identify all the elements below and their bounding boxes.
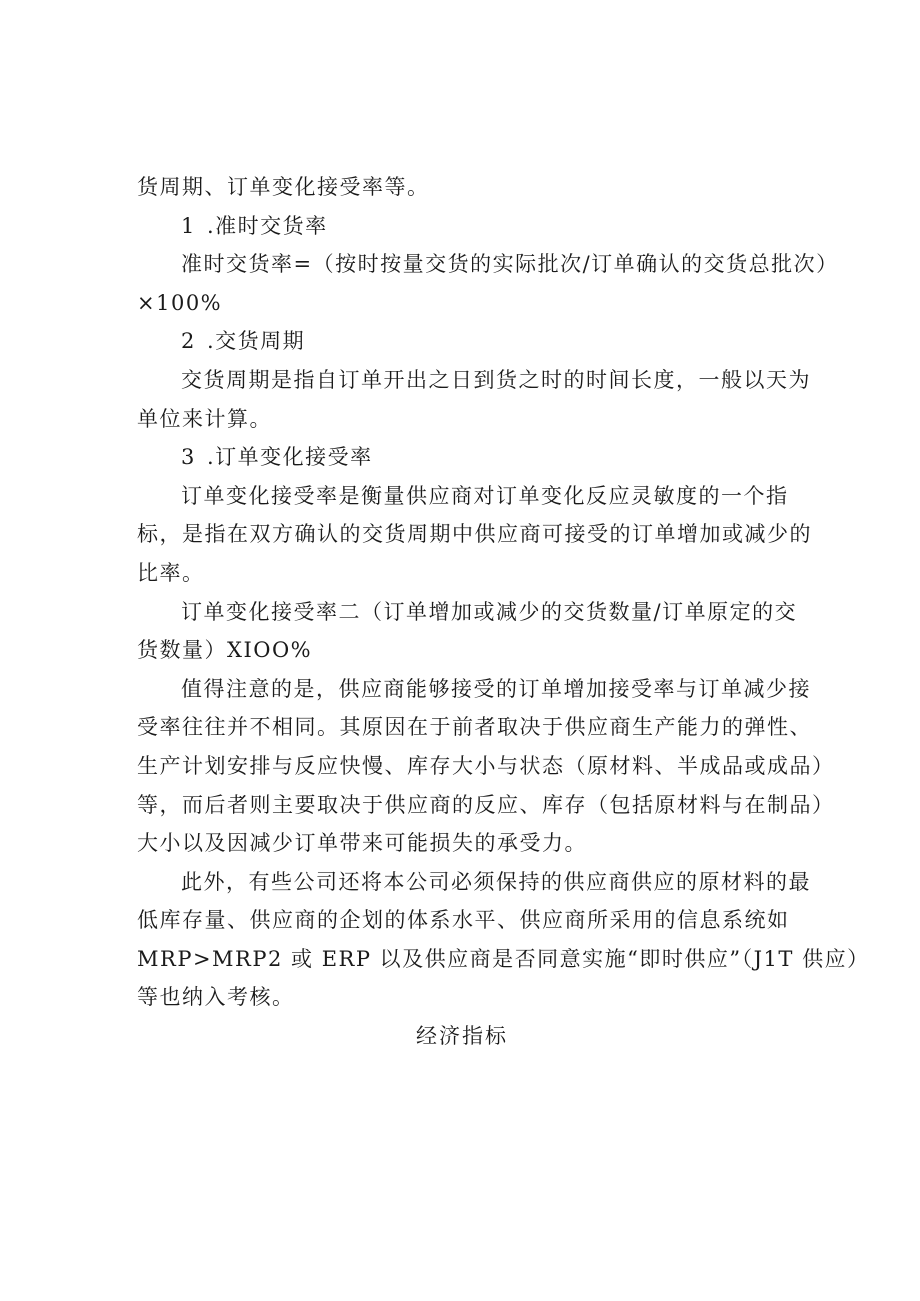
text-line: 低库存量、供应商的企划的体系水平、供应商所采用的信息系统如 [137, 908, 790, 933]
text-line: MRP>MRP2 或 ERP 以及供应商是否同意实施“即时供应”（J1T 供应） [137, 946, 870, 971]
text-line: 标，是指在双方确认的交货周期中供应商可接受的订单增加或减少的 [137, 522, 812, 547]
text-line: 订单变化接受率二（订单增加或减少的交货数量/订单原定的交 [181, 599, 798, 624]
text-line: 值得注意的是，供应商能够接受的订单增加接受率与订单减少接 [181, 676, 811, 701]
heading-number: 1 [181, 213, 195, 238]
text-line: 准时交货率=（按时按量交货的实际批次/订单确认的交货总批次） [181, 252, 839, 277]
text-line: 生产计划安排与反应快慢、库存大小与状态（原材料、半成品或成品） [137, 753, 835, 778]
paragraph-order-change-definition [137, 477, 812, 593]
text-line: 此外，有些公司还将本公司必须保持的供应商供应的原材料的最 [181, 869, 811, 894]
section-title-economic-indicators: 经济指标 [416, 1024, 508, 1049]
text-line: 等，而后者则主要取决于供应商的反应、库存（包括原材料与在制品） [137, 792, 835, 817]
formula-order-change-acceptance-rate [137, 593, 798, 670]
paragraph-additional-assessment [137, 863, 870, 1017]
heading-text: .交货周期 [207, 329, 306, 354]
heading-number: 3 [181, 445, 195, 470]
text-line: 货数量）XIOO% [137, 638, 313, 663]
heading-text: .订单变化接受率 [207, 445, 373, 470]
formula-on-time-delivery-rate [137, 245, 839, 322]
heading-on-time-delivery-rate [137, 207, 787, 246]
text-line: ×100% [137, 290, 223, 315]
heading-order-change-acceptance-rate [137, 438, 787, 477]
document-body [137, 168, 870, 1056]
paragraph-delivery-cycle [137, 361, 811, 438]
text-line: 大小以及因减少订单带来可能损失的承受力。 [137, 831, 587, 856]
text-line: 交货周期是指自订单开出之日到货之时的时间长度，一般以天为 [181, 367, 811, 392]
text-line: 等也纳入考核。 [137, 985, 295, 1010]
text-line: 比率。 [137, 560, 205, 585]
heading-delivery-cycle [137, 322, 787, 361]
paragraph-continuation [137, 168, 787, 207]
paragraph-notes [137, 670, 835, 863]
text-line: 受率往往并不相同。其原因在于前者取决于供应商生产能力的弹性、 [137, 715, 812, 740]
text-line: 单位来计算。 [137, 406, 272, 431]
text-line: 货周期、订单变化接受率等。 [137, 175, 430, 199]
heading-text: .准时交货率 [207, 213, 328, 238]
heading-number: 2 [181, 329, 195, 354]
text-line: 订单变化接受率是衡量供应商对订单变化反应灵敏度的一个指 [181, 483, 789, 508]
